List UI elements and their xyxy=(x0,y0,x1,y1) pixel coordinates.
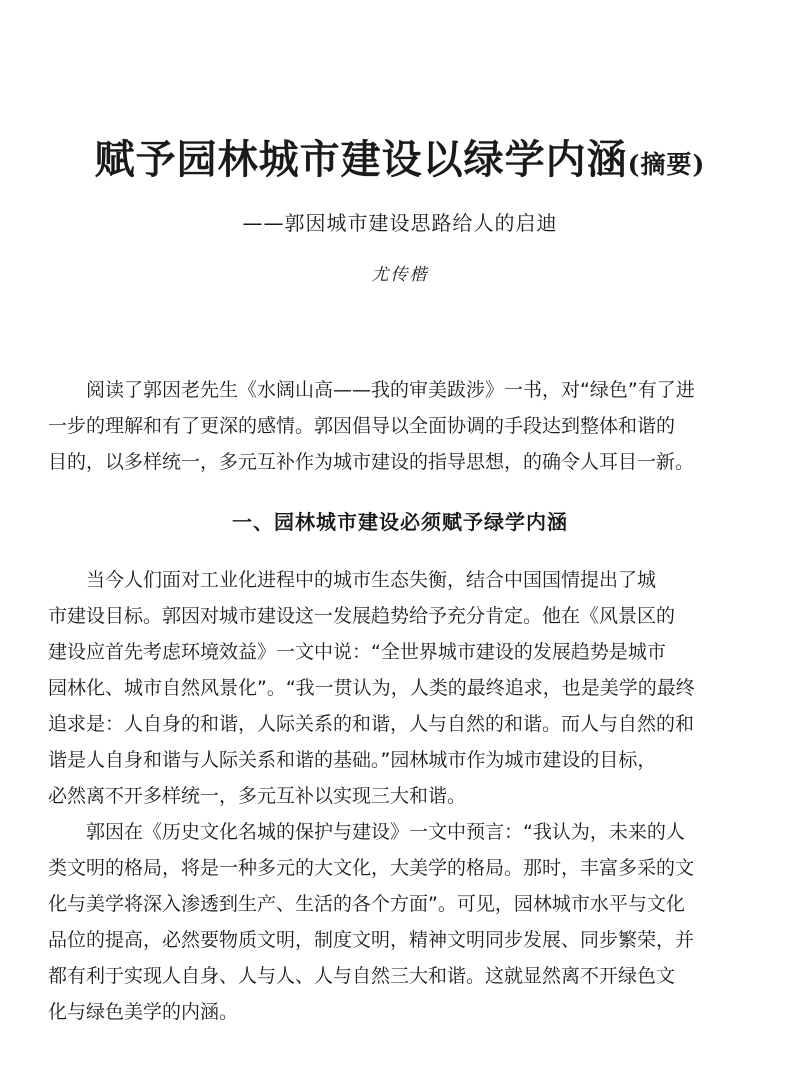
title-suffix: (摘要) xyxy=(627,150,706,179)
paragraph-line: 必然离不开多样统一，多元互补以实现三大和谐。 xyxy=(48,785,467,807)
paragraph-line: 园林化、城市自然风景化”。“我一贯认为，人类的最终追求，也是美学的最终 xyxy=(48,677,695,699)
paragraph-line: 都有利于实现人自身、人与人、人与自然三大和谐。这就显然离不开绿色文 xyxy=(48,965,676,987)
paragraph-line: 追求是：人自身的和谐，人际关系的和谐，人与自然的和谐。而人与自然的和 xyxy=(48,713,695,735)
paragraph-line: 谐是人自身和谐与人际关系和谐的基础。”园林城市作为城市建设的目标， xyxy=(48,749,657,771)
paragraph-line: 化与绿色美学的内涵。 xyxy=(48,1001,239,1023)
section1-paragraph-1 xyxy=(48,562,760,814)
article-subtitle: ——郭因城市建设思路给人的启迪 xyxy=(242,211,558,235)
paragraph-line: 一步的理解和有了更深的感情。郭因倡导以全面协调的手段达到整体和谐的 xyxy=(48,415,676,437)
title-main: 赋予园林城市建设以绿学内涵 xyxy=(94,136,628,183)
paragraph-line: 类文明的格局，将是一种多元的大文化，大美学的格局。那时，丰富多采的文 xyxy=(48,857,695,879)
paragraph-line: 品位的提高，必然要物质文明，制度文明，精神文明同步发展、同步繁荣，并 xyxy=(48,929,695,951)
section1-paragraph-2 xyxy=(48,814,760,1030)
paragraph-line: 郭因在《历史文化名城的保护与建设》一文中预言：“我认为，未来的人 xyxy=(48,821,685,843)
paragraph-line: 阅读了郭因老先生《水阔山高——我的审美跋涉》一书，对“绿色”有了进 xyxy=(48,379,695,401)
paragraph-line: 当今人们面对工业化进程中的城市生态失衡，结合中国国情提出了城 xyxy=(48,569,657,591)
article-title xyxy=(0,128,800,185)
paragraph-line: 建设应首先考虑环境效益》一文中说：“全世界城市建设的发展趋势是城市 xyxy=(48,641,666,663)
paragraph-line: 化与美学将深入渗透到生产、生活的各个方面”。可见，园林城市水平与文化 xyxy=(48,893,685,915)
paragraph-line: 市建设目标。郭因对城市建设这一发展趋势给予充分肯定。他在《风景区的 xyxy=(48,605,676,627)
section-heading: 一、园林城市建设必须赋予绿学内涵 xyxy=(232,510,568,534)
paragraph-line: 目的，以多样统一，多元互补作为城市建设的指导思想，的确令人耳目一新。 xyxy=(48,451,695,473)
author-name: 尤传楷 xyxy=(371,265,429,285)
intro-paragraph xyxy=(48,372,760,480)
